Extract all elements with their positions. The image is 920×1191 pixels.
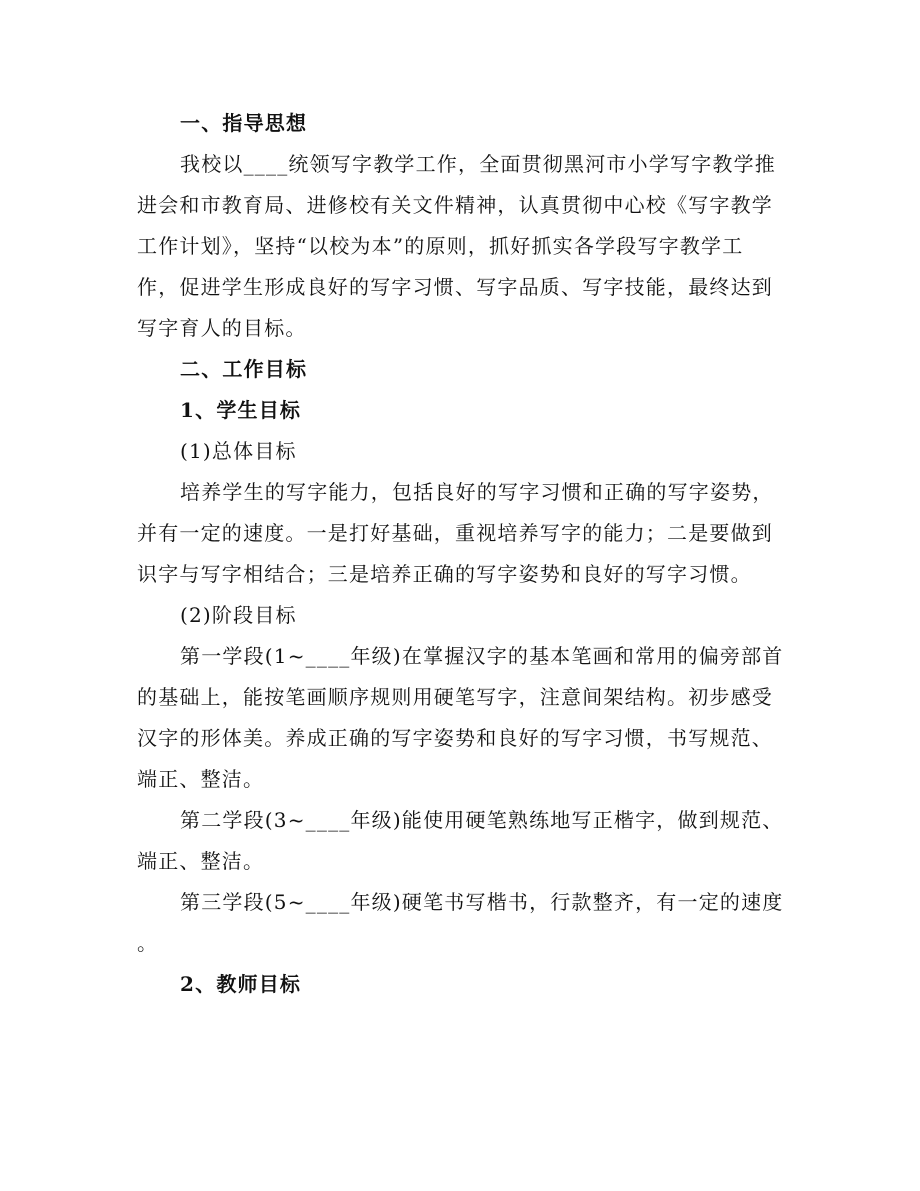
subheading-teacher-goals: 2、教师目标 <box>180 972 302 996</box>
body-line: 第三学段(5~____年级)硬笔书写楷书，行款整齐，有一定的速度 <box>180 890 784 914</box>
body-line: 工作计划》，坚持“以校为本”的原则，抓好抓实各学段写字教学工 <box>137 234 744 258</box>
subheading-overall-goals: (1)总体目标 <box>180 439 297 463</box>
body-line: 培养学生的写字能力，包括良好的写字习惯和正确的写字姿势， <box>180 480 774 504</box>
body-line: 识字与写字相结合；三是培养正确的写字姿势和良好的写字习惯。 <box>137 562 752 586</box>
body-line: 的基础上，能按笔画顺序规则用硬笔写字，注意间架结构。初步感受 <box>137 685 773 709</box>
body-line: 。 <box>137 931 159 955</box>
subheading-stage-goals: (2)阶段目标 <box>180 603 297 627</box>
body-line: 端正、整洁。 <box>137 767 265 791</box>
body-line: 汉字的形体美。养成正确的写字姿势和良好的写字习惯，书写规范、 <box>137 726 773 750</box>
section-heading-guiding-ideology: 一、指导思想 <box>180 111 308 135</box>
body-line: 写字育人的目标。 <box>137 316 307 340</box>
body-line: 作，促进学生形成良好的写字习惯、写字品质、写字技能，最终达到 <box>137 275 773 299</box>
body-line: 进会和市教育局、进修校有关文件精神，认真贯彻中心校《写字教学 <box>137 193 773 217</box>
section-heading-work-goals: 二、工作目标 <box>180 357 308 381</box>
subheading-student-goals: 1、学生目标 <box>180 398 302 422</box>
body-line: 第一学段(1~____年级)在掌握汉字的基本笔画和常用的偏旁部首 <box>180 644 784 668</box>
body-line: 并有一定的速度。一是打好基础，重视培养写字的能力；二是要做到 <box>137 521 773 545</box>
body-line: 第二学段(3~____年级)能使用硬笔熟练地写正楷字，做到规范、 <box>180 808 784 832</box>
body-line: 我校以____统领写字教学工作，全面贯彻黑河市小学写字教学推 <box>180 152 776 176</box>
body-line: 端正、整洁。 <box>137 849 265 873</box>
